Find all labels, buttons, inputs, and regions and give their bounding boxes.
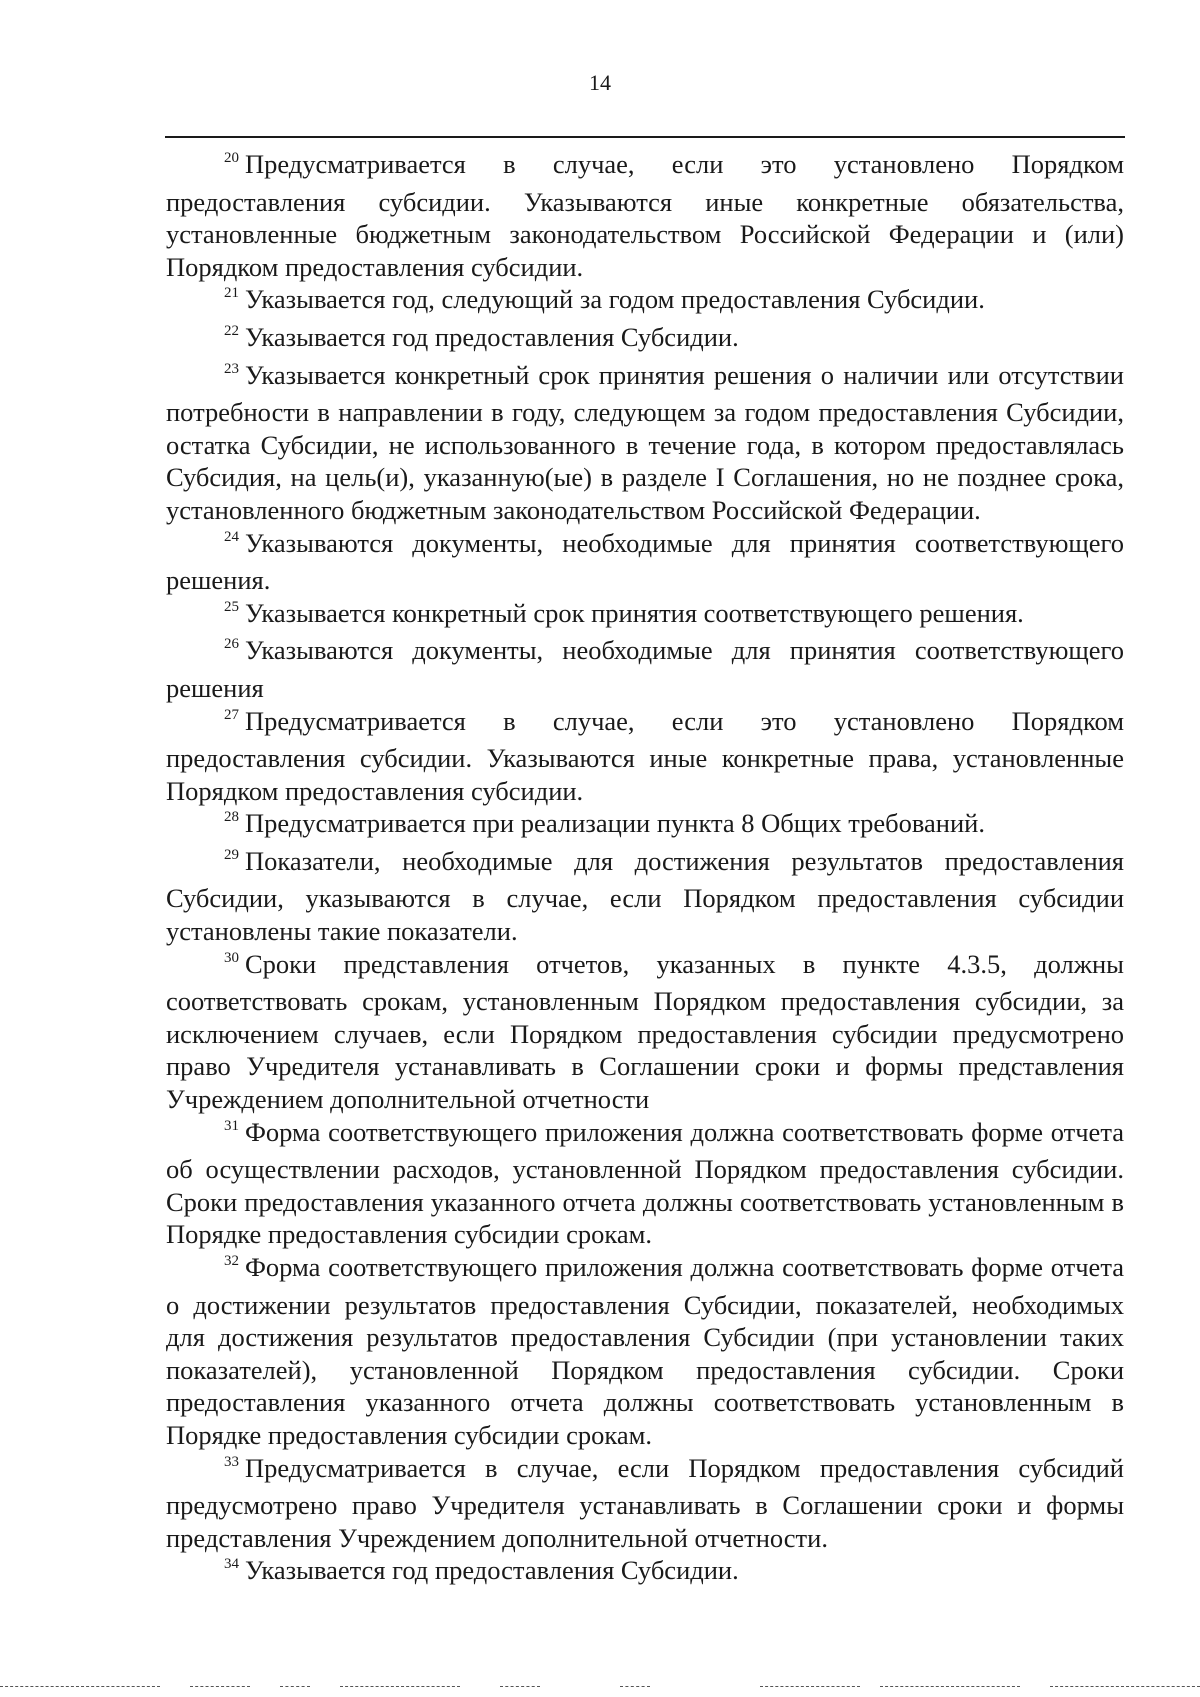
footnote-number: 31 — [224, 1117, 239, 1134]
footnote-21 — [166, 283, 1124, 321]
footnote-text: Указывается конкретный срок принятия решения о наличии или отсутствии потребности в направлении в году, следующем за годом предоставления Субсидии, остатка Субсидии, не использованного в течение года, в котором предоставлялась Субсидия, на цель(и), указанную(ые) в разделе I Соглашения, но не позднее срока, установленного бюджетным законодательством Российской Федерации. — [166, 359, 1124, 525]
footnote-text: Показатели, необходимые для достижения результатов предоставления Субсидии, указываются в случае, если Порядком предоставления субсидии установлены такие показатели. — [166, 845, 1124, 947]
footnote-text: Указывается год, следующий за годом предоставления Субсидии. — [245, 284, 985, 315]
footnote-31 — [166, 1116, 1124, 1251]
footnote-number: 25 — [224, 598, 239, 615]
footnotes-list — [166, 148, 1124, 1592]
footnote-22 — [166, 321, 1124, 359]
footnote-text: Форма соответствующего приложения должна соответствовать форме отчета об осуществлении расходов, установленной Порядком предоставления субсидии. Сроки предоставления указанного отчета должны соответствовать установленным в Порядке предоставления субсидии срокам. — [166, 1116, 1124, 1250]
footnote-20 — [166, 148, 1124, 283]
footnote-text: Предусматривается в случае, если это установлено Порядком предоставления субсидии. Указываются иные конкретные обязательства, установленные бюджетным законодательством Российской Федерации и (или) Порядком предоставления субсидии. — [166, 149, 1124, 282]
footnote-29 — [166, 845, 1124, 948]
footnote-text: Указываются документы, необходимые для принятия соответствующего решения. — [166, 527, 1124, 596]
footnote-text: Указывается год предоставления Субсидии. — [245, 321, 739, 352]
footnote-text: Указывается год предоставления Субсидии. — [245, 1555, 739, 1586]
footnote-number: 28 — [224, 809, 239, 826]
footnote-text: Предусматривается при реализации пункта 8 Общих требований. — [245, 808, 985, 839]
footnote-text: Предусматривается в случае, если Порядком предоставления субсидий предусмотрено право Учредителя устанавливать в Соглашении сроки и формы представления Учреждением дополнительной отчетности. — [166, 1452, 1124, 1553]
footnote-24 — [166, 527, 1124, 597]
footnote-34 — [166, 1554, 1124, 1592]
footnote-number: 29 — [224, 846, 239, 863]
footnote-number: 34 — [224, 1556, 239, 1573]
footnote-33 — [166, 1452, 1124, 1555]
scan-bottom-edge — [0, 1684, 1200, 1692]
footnote-number: 27 — [224, 706, 239, 723]
footnote-26 — [166, 634, 1124, 704]
footnote-23 — [166, 359, 1124, 527]
footnote-32 — [166, 1251, 1124, 1452]
page-number: 14 — [589, 70, 611, 95]
footnote-28 — [166, 807, 1124, 845]
footnote-text: Форма соответствующего приложения должна соответствовать форме отчета о достижении результатов предоставления Субсидии, показателей, необходимых для достижения результатов предоставления Субсидии (при установлении таких показателей), установленной Порядком предоставления субсидии. Сроки предоставления указанного отчета должны соответствовать установленным в Порядке предоставления субсидии срокам. — [166, 1252, 1124, 1450]
footnote-text: Указываются документы, необходимые для принятия соответствующего решения — [166, 635, 1124, 703]
footnote-text: Указывается конкретный срок принятия соответствующего решения. — [245, 597, 1024, 628]
footnote-separator — [165, 136, 1125, 138]
footnote-number: 23 — [224, 360, 239, 377]
footnote-text: Сроки представления отчетов, указанных в пункте 4.3.5, должны соответствовать срокам, установленным Порядком предоставления субсидии, за исключением случаев, если Порядком предоставления субсидии предусмотрено право Учредителя устанавливать в Соглашении сроки и формы представления Учреждением дополнительной отчетности — [166, 948, 1124, 1115]
footnote-25 — [166, 597, 1124, 635]
footnote-27 — [166, 705, 1124, 808]
footnote-30 — [166, 948, 1124, 1116]
footnote-number: 21 — [224, 285, 239, 302]
footnote-number: 26 — [224, 636, 239, 653]
footnote-number: 32 — [224, 1253, 239, 1269]
footnote-number: 24 — [224, 528, 239, 545]
footnote-text: Предусматривается в случае, если это установлено Порядком предоставления субсидии. Указываются иные конкретные права, установленные Порядком предоставления субсидии. — [166, 705, 1124, 806]
footnote-number: 22 — [224, 322, 239, 339]
footnote-number: 33 — [224, 1453, 239, 1470]
footnote-number: 30 — [224, 949, 239, 966]
footnote-number: 20 — [224, 150, 239, 166]
